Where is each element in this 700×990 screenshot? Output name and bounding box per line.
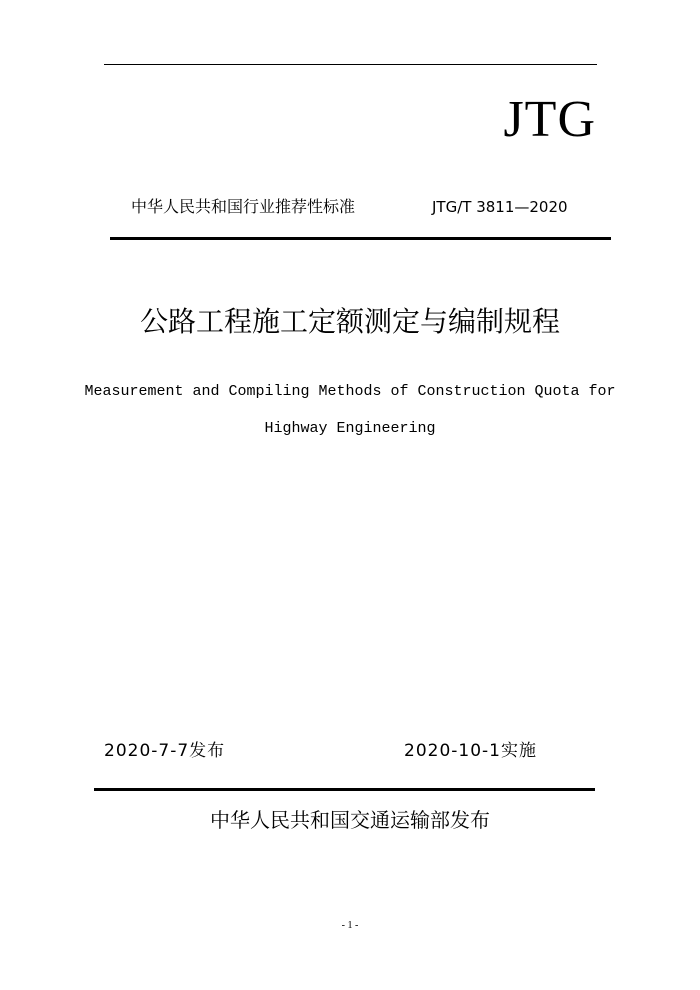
standard-type: 中华人民共和国行业推荐性标准 [131, 197, 356, 216]
english-title-line2: Highway Engineering [264, 420, 436, 437]
english-title-line1: Measurement and Compiling Methods of Construction Quota for [84, 383, 616, 400]
issue-date: 2020-7-7发布 [104, 741, 226, 761]
jtg-logo: JTG [503, 91, 596, 148]
publisher: 中华人民共和国交通运输部发布 [210, 808, 490, 832]
page-number: - 1 - [341, 920, 359, 931]
standard-code: JTG/T 3811—2020 [432, 198, 568, 216]
footer-rule [94, 788, 595, 791]
header-rule [110, 237, 611, 240]
document-title: 公路工程施工定额测定与编制规程 [139, 305, 560, 338]
effective-date: 2020-10-1实施 [404, 741, 537, 761]
top-rule [104, 64, 597, 65]
